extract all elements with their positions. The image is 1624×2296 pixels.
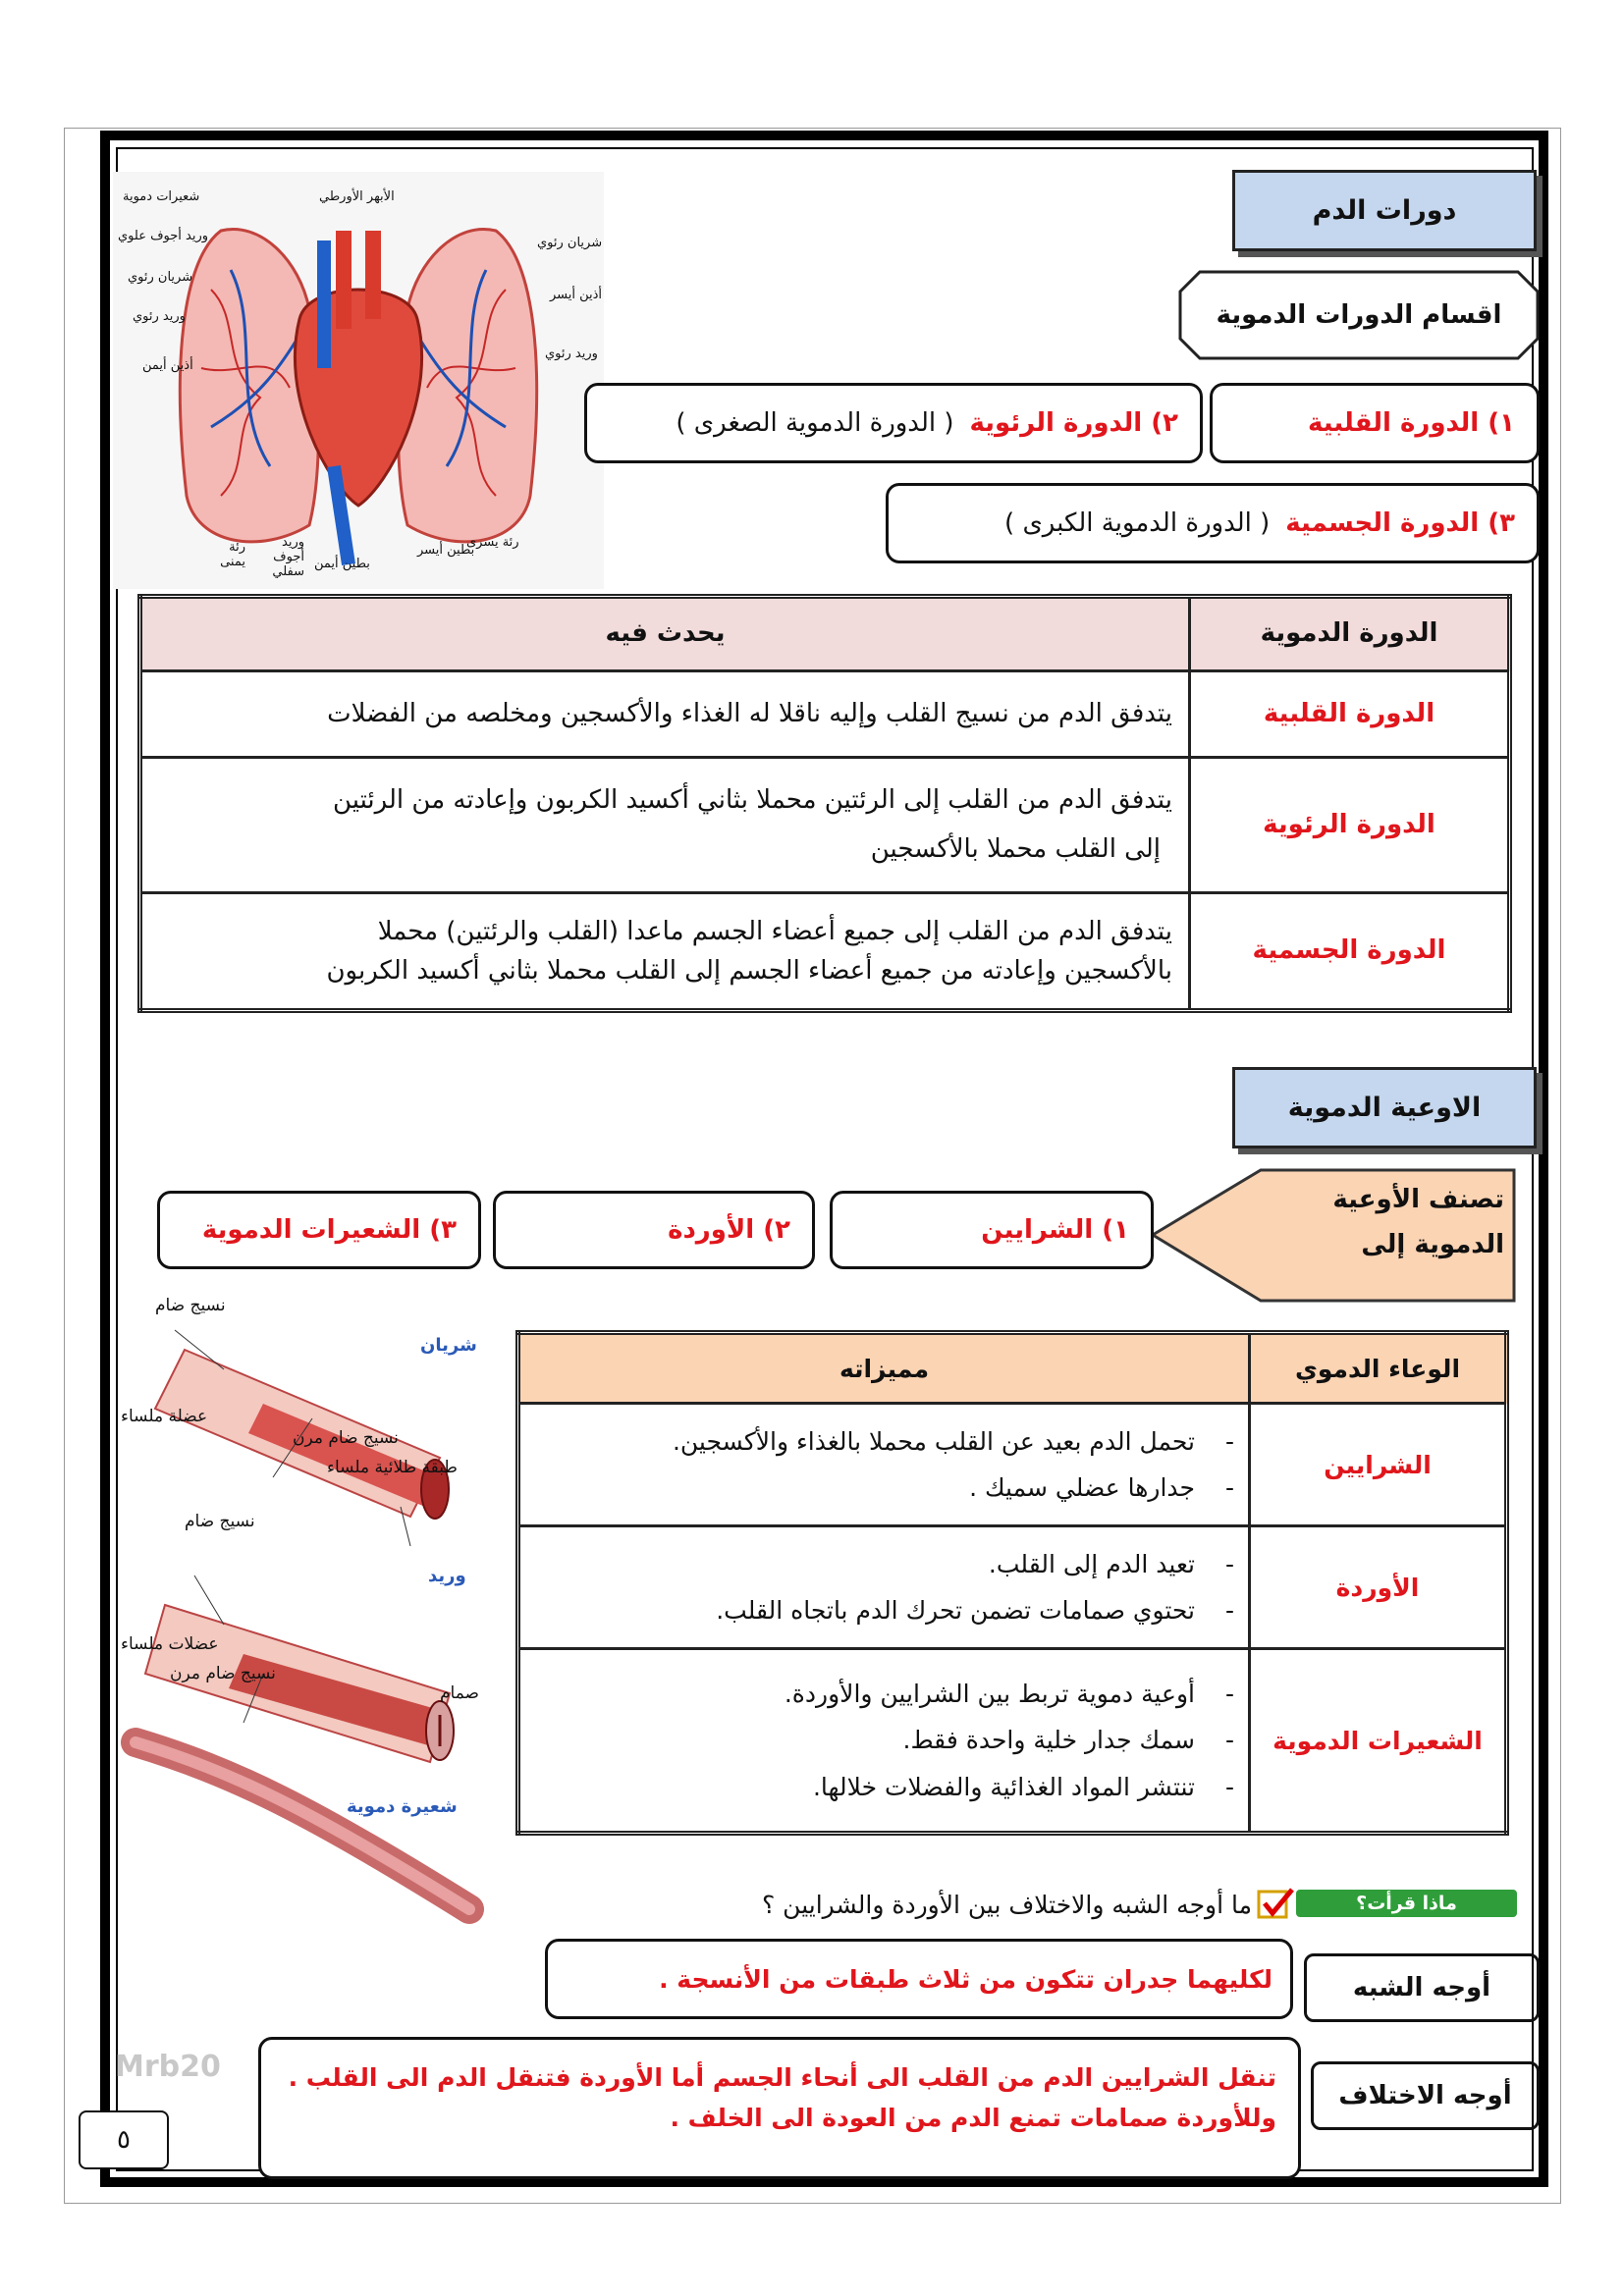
heart-label: بطين أيسر — [417, 543, 475, 558]
difference-answer — [258, 2037, 1301, 2179]
table-row — [518, 1404, 1507, 1526]
row-line: إلى القلب محملا بالأكسجين — [870, 833, 1161, 864]
circulation-item-label: ٢) الدورة الرئوية — [969, 408, 1178, 438]
table-row — [140, 671, 1510, 758]
artery-part-label: نسيج ضام — [155, 1296, 226, 1315]
row-line: بالأكسجين وإعادته من جميع أعضاء الجسم إلى القلب محملا بثاني أكسيد الكربون — [326, 956, 1172, 986]
row-features — [518, 1649, 1250, 1834]
table-header-row — [518, 1333, 1507, 1404]
artery-part-label: عضلة ملساء — [121, 1407, 208, 1426]
table-header-cell: الوعاء الدموي — [1250, 1333, 1507, 1404]
vessel-item-label: ٢) الأوردة — [668, 1215, 790, 1245]
badge-label: ماذا قرأت؟ — [1296, 1890, 1517, 1917]
question-text: ما أوجه الشبه والاختلاف بين الأوردة والشرايين ؟ — [761, 1890, 1252, 1919]
circulation-item-cardiac — [1210, 383, 1540, 463]
classify-text: تصنف الأوعية الدموية إلى — [1332, 1185, 1504, 1259]
table-header-row — [140, 597, 1510, 671]
heart-label: أذين أيسر — [550, 288, 603, 302]
feature-item: - تنتشر المواد الغذائية والفضلات خلالها. — [534, 1764, 1234, 1811]
circulation-item-label: ٣) الدورة الجسمية — [1285, 508, 1515, 538]
similarity-label: أوجه الشبه — [1304, 1953, 1540, 2022]
circulation-item-note: ( الدورة الدموية الصغرى ) — [676, 408, 954, 438]
table-row — [140, 893, 1510, 1011]
row-name: الشرايين — [1250, 1404, 1507, 1526]
artery-title: شريان — [420, 1335, 477, 1356]
feature-item: - سمك جدار خلية واحدة فقط. — [534, 1717, 1234, 1764]
table-header-cell: مميزاته — [518, 1333, 1250, 1404]
heart-label: بطين أيمن — [314, 557, 370, 571]
vessel-item-label: ٣) الشعيرات الدموية — [201, 1215, 457, 1245]
capillary-title: شعيرة دموية — [347, 1796, 458, 1817]
difference-line: وللأوردة صمامات تمنع الدم من العودة الى الخلف . — [670, 2104, 1276, 2133]
page-number: ٥ — [79, 2110, 169, 2169]
circulations-table — [137, 594, 1512, 1013]
difference-line: تنقل الشرايين الدم من القلب الى أنحاء الجسم أما الأوردة فتنقل الدم الى القلب . — [288, 2063, 1276, 2092]
vein-part-label: نسيج ضام مرن — [170, 1664, 276, 1683]
heart-label: الأبهر الأورطي — [319, 189, 395, 204]
classify-arrow-box — [1151, 1168, 1516, 1303]
row-description — [140, 758, 1190, 893]
artery-part-label: طبقة طلائية ملساء — [327, 1458, 458, 1477]
vessel-item-veins — [493, 1191, 815, 1269]
row-description — [140, 671, 1190, 758]
row-line: يتدفق الدم من القلب إلى الرئتين محملا بثاني أكسيد الكربون وإعادته من الرئتين — [332, 785, 1172, 816]
table-row — [518, 1526, 1507, 1649]
feature-item: - تحتوي صمامات تضمن تحرك الدم باتجاه القلب. — [534, 1587, 1234, 1634]
vessels-diagram — [116, 1281, 509, 1949]
circulation-item-systemic — [886, 483, 1540, 563]
divisions-title-box — [1178, 270, 1540, 360]
artery-part-label: نسيج ضام مرن — [293, 1428, 399, 1448]
vessel-item-arteries — [830, 1191, 1154, 1269]
section-title-blood-circulations: دورات الدم — [1232, 170, 1537, 251]
section-title-blood-vessels: الاوعية الدموية — [1232, 1067, 1537, 1148]
row-features — [518, 1526, 1250, 1649]
table-row — [518, 1649, 1507, 1834]
vessel-item-capillaries — [157, 1191, 481, 1269]
row-name: الأوردة — [1250, 1526, 1507, 1649]
heart-label: شريان رئوي — [537, 236, 603, 250]
table-header-cell: يحدث فيه — [140, 597, 1190, 671]
heart-label: شعيرات دموية — [123, 189, 200, 204]
heart-label: وريد رئوي — [545, 347, 598, 361]
feature-item: - تحمل الدم بعيد عن القلب محملا بالغذاء والأكسجين. — [534, 1418, 1234, 1466]
row-name: الشعيرات الدموية — [1250, 1649, 1507, 1834]
circulation-item-pulmonary — [584, 383, 1203, 463]
watermark: Mrb20 — [115, 2050, 221, 2084]
vein-part-label: نسيج ضام — [185, 1512, 255, 1531]
heart-label: وريد أجوف علوي — [118, 229, 209, 243]
vessels-table — [515, 1330, 1509, 1836]
vein-part-label: عضلات ملساء — [121, 1634, 219, 1654]
row-features — [518, 1404, 1250, 1526]
row-line: يتدفق الدم من القلب إلى جميع أعضاء الجسم ماعدا (القلب والرئتين) محملا — [377, 916, 1172, 946]
heart-label: وريد أجوف سفلي — [272, 535, 304, 579]
heart-label: وريد رئوي — [133, 309, 186, 324]
vein-title: وريد — [428, 1566, 466, 1586]
circulation-item-note: ( الدورة الدموية الكبرى ) — [1004, 508, 1271, 538]
vessels-image — [116, 1281, 509, 1949]
feature-item: - أوعية دموية تربط بين الشرايين والأوردة. — [534, 1671, 1234, 1718]
vessel-item-label: ١) الشرايين — [981, 1215, 1129, 1245]
table-header-cell: الدورة الدموية — [1190, 597, 1510, 671]
row-name: الدورة الجسمية — [1190, 893, 1510, 1011]
similarity-answer: لكليهما جدران تتكون من ثلاث طبقات من الأنسجة . — [545, 1939, 1293, 2019]
row-name: الدورة القلبية — [1190, 671, 1510, 758]
feature-item: - تعيد الدم إلى القلب. — [534, 1541, 1234, 1588]
heart-label: أذين أيمن — [142, 358, 193, 373]
feature-item: - جدارها عضلي سميك . — [534, 1465, 1234, 1512]
heart-label: شريان رئوي — [128, 270, 193, 285]
checkmark-icon — [1257, 1886, 1296, 1921]
circulation-item-label: ١) الدورة القلبية — [1307, 408, 1515, 438]
divisions-title: اقسام الدورات الدموية — [1216, 300, 1502, 330]
row-description — [140, 893, 1190, 1011]
heart-label: رئة يسرى — [466, 535, 519, 550]
what-did-you-read-badge — [1257, 1885, 1517, 1922]
table-row — [140, 758, 1510, 893]
heart-label: رئة يمنى — [220, 540, 245, 569]
difference-label: أوجه الاختلاف — [1311, 2061, 1540, 2130]
row-line: يتدفق الدم من نسيج القلب وإليه ناقلا له الغذاء والأكسجين ومخلصه من الفضلات — [327, 698, 1172, 728]
vein-part-label: صمام — [440, 1683, 479, 1703]
row-name: الدورة الرئوية — [1190, 758, 1510, 893]
heart-lungs-diagram — [113, 172, 604, 589]
